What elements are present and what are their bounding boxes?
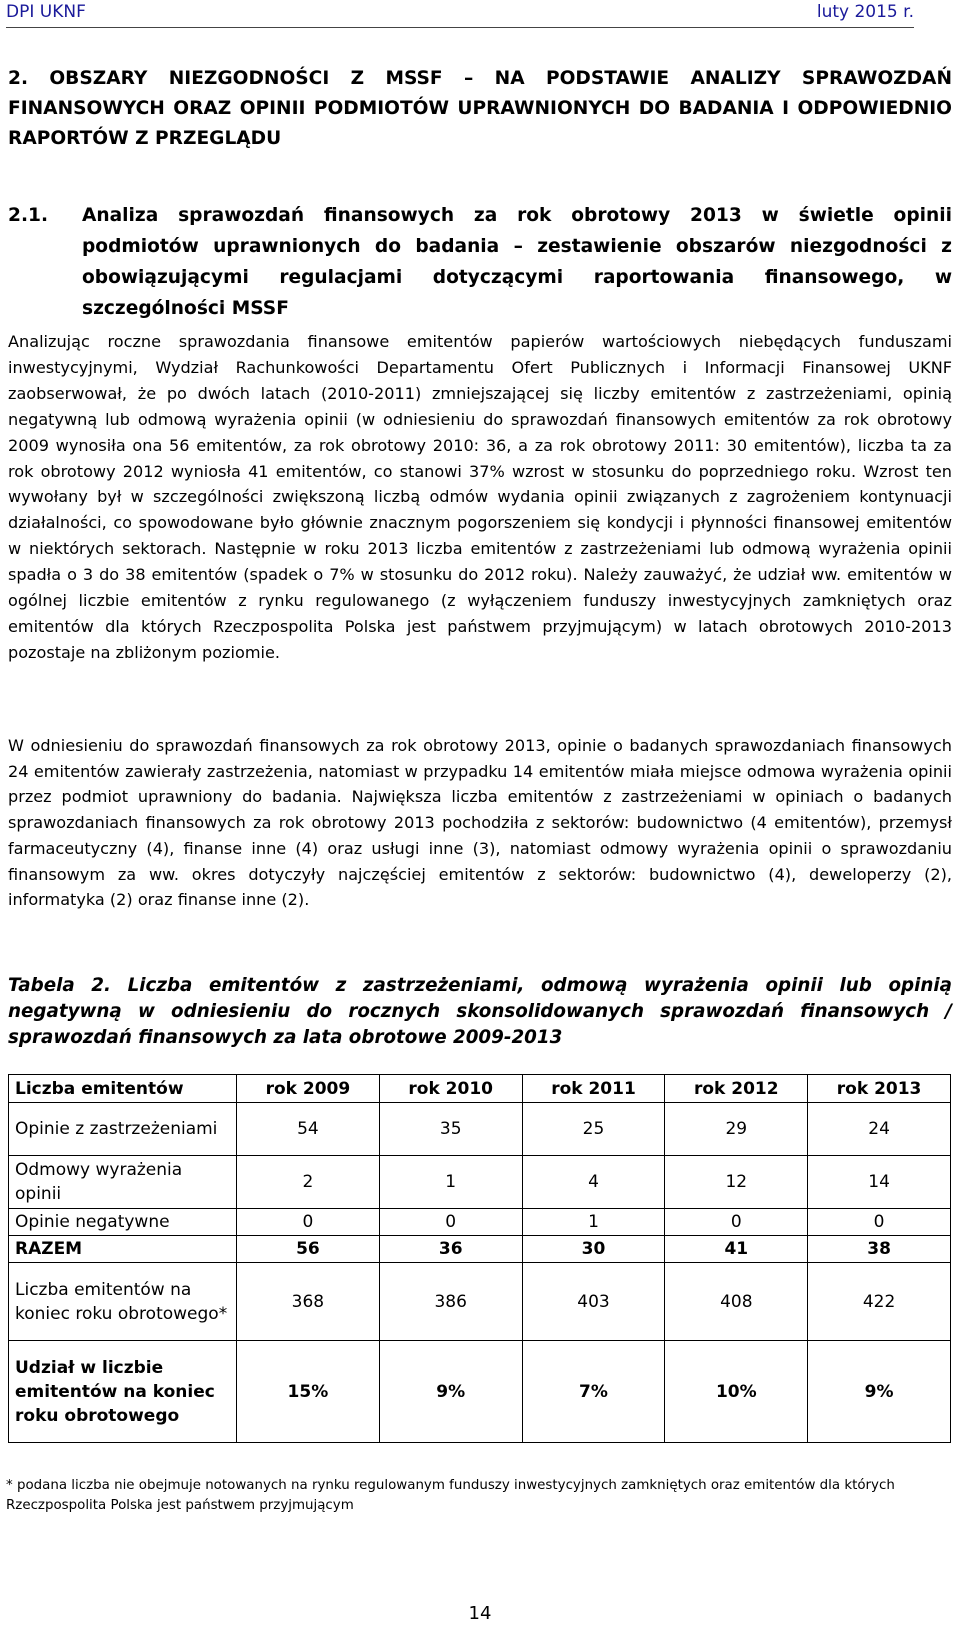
table-caption: Tabela 2. Liczba emitentów z zastrzeżeniami, odmową wyrażenia opinii lub opinią negatywną w odniesieniu do rocznych skonsolidowanych sprawozdań finansowych / sprawozdań finansowych za lata obrotowe 2009-2013 <box>8 975 952 1048</box>
table-cell: 25 <box>522 1103 665 1156</box>
section-heading: 2. OBSZARY NIEZGODNOŚCI Z MSSF – NA PODSTAWIE ANALIZY SPRAWOZDAŃ FINANSOWYCH ORAZ OPINII PODMIOTÓW UPRAWNIONYCH DO BADANIA I ODPOWIEDNIO RAPORTÓW Z PRZEGLĄDU <box>8 68 952 149</box>
table-row <box>9 1156 951 1209</box>
column-header: rok 2012 <box>665 1075 808 1103</box>
row-label: RAZEM <box>9 1236 237 1263</box>
header-organization: DPI UKNF <box>6 2 86 22</box>
table-cell: 54 <box>237 1103 380 1156</box>
table-cell: 0 <box>665 1209 808 1236</box>
row-label: Opinie z zastrzeżeniami <box>9 1103 237 1156</box>
column-header: rok 2013 <box>808 1075 951 1103</box>
table-row <box>9 1103 951 1156</box>
table-cell: 7% <box>522 1341 665 1443</box>
table-row <box>9 1209 951 1236</box>
table-cell: 38 <box>808 1236 951 1263</box>
table-cell: 368 <box>237 1263 380 1341</box>
table-cell: 14 <box>808 1156 951 1209</box>
table-row-share <box>9 1341 951 1443</box>
column-header: rok 2011 <box>522 1075 665 1103</box>
table-cell: 41 <box>665 1236 808 1263</box>
table-cell: 4 <box>522 1156 665 1209</box>
paragraph: W odniesieniu do sprawozdań finansowych za rok obrotowy 2013, opinie o badanych sprawozdaniach finansowych 24 emitentów zawierały zastrzeżenia, natomiast w przypadku 14 emitentów miała miejsce odmowa wyrażenia opinii przez podmiot uprawniony do badania. Największa liczba emitentów z zastrzeżeniami w opiniach o badanych sprawozdaniach finansowych za rok obrotowy 2013 pochodziła z sektorów: budownictwo (4 emitentów), przemysł farmaceutyczny (4), finanse inne (4) oraz usługi inne (3), natomiast odmowy wyrażenia opinii o sprawozdaniu finansowym za ww. okres dotyczyły najczęściej emitentów z sektorów: budownictwo (4), deweloperzy (2), informatyka (2) oraz finanse inne (2). <box>8 736 952 910</box>
header-date: luty 2015 r. <box>816 2 914 22</box>
column-header: rok 2010 <box>379 1075 522 1103</box>
table-row <box>9 1263 951 1341</box>
paragraph: Analizując roczne sprawozdania finansowe emitentów papierów wartościowych niebędących funduszami inwestycyjnymi, Wydział Rachunkowości Departamentu Ofert Publicznych i Informacji Finansowej UKNF zaobserwował, że po dwóch latach (2010-2011) zmniejszającej się liczby emitentów z zastrzeżeniami, opinią negatywną lub odmową wyrażenia opinii (w odniesieniu do sprawozdań finansowych emitentów za rok obrotowy 2009 wynosiła ona 56 emitentów, za rok obrotowy 2010: 36, a za rok obrotowy 2011: 30 emitentów), liczba ta za rok obrotowy 2012 wyniosła 41 emitentów, co stanowi 37% wzrost w stosunku do poprzedniego roku. Wzrost ten wywołany był w szczególności zwiększoną liczbą odmów wydania opinii związanych z zagrożeniem kontynuacji działalności, co spowodowane było głównie znacznym pogorszeniem się kondycji i płynności finansowej emitentów w niektórych sektorach. Następnie w roku 2013 liczba emitentów z zastrzeżeniami lub odmową wyrażenia opinii spadła o 3 do 38 emitentów (spadek o 7% w stosunku do 2012 roku). Należy zauważyć, że udział ww. emitentów w ogólnej liczbie emitentów z rynku regulowanego (z wyłączeniem funduszy inwestycyjnych zamkniętych oraz emitentów dla których Rzeczpospolita Polska jest państwem przyjmującym) w latach obrotowych 2010-2013 pozostaje na zbliżonym poziomie. <box>8 332 952 662</box>
table-cell: 56 <box>237 1236 380 1263</box>
page-number: 14 <box>468 1603 492 1624</box>
table-cell: 24 <box>808 1103 951 1156</box>
table-cell: 1 <box>379 1156 522 1209</box>
column-header: Liczba emitentów <box>9 1075 237 1103</box>
table-cell: 9% <box>379 1341 522 1443</box>
subsection-heading <box>8 200 952 324</box>
table-cell: 2 <box>237 1156 380 1209</box>
table-cell: 422 <box>808 1263 951 1341</box>
table-cell: 12 <box>665 1156 808 1209</box>
table-cell: 10% <box>665 1341 808 1443</box>
table-cell: 9% <box>808 1341 951 1443</box>
table-footnote: * podana liczba nie obejmuje notowanych na rynku regulowanym funduszy inwestycyjnych zamkniętych oraz emitentów dla których Rzeczpospolita Polska jest państwem przyjmującym <box>6 1478 895 1513</box>
table-cell: 386 <box>379 1263 522 1341</box>
table-cell: 0 <box>237 1209 380 1236</box>
row-label: Opinie negatywne <box>9 1209 237 1236</box>
table-cell: 35 <box>379 1103 522 1156</box>
page-header <box>6 2 914 22</box>
table-cell: 1 <box>522 1209 665 1236</box>
row-label: Liczba emitentów na koniec roku obrotowego* <box>9 1263 237 1341</box>
table-cell: 0 <box>379 1209 522 1236</box>
table-cell: 36 <box>379 1236 522 1263</box>
table-row-total <box>9 1236 951 1263</box>
table-cell: 29 <box>665 1103 808 1156</box>
row-label: Odmowy wyrażenia opinii <box>9 1156 237 1209</box>
table-cell: 408 <box>665 1263 808 1341</box>
row-label: Udział w liczbie emitentów na koniec roku obrotowego <box>9 1341 237 1443</box>
subsection-title: Analiza sprawozdań finansowych za rok obrotowy 2013 w świetle opinii podmiotów uprawnionych do badania – zestawienie obszarów niezgodności z obowiązującymi regulacjami dotyczącymi raportowania finansowego, w szczególności MSSF <box>82 205 952 319</box>
subsection-number: 2.1. <box>8 205 49 226</box>
table-cell: 15% <box>237 1341 380 1443</box>
table-cell: 0 <box>808 1209 951 1236</box>
table-cell: 30 <box>522 1236 665 1263</box>
table-header-row <box>9 1075 951 1103</box>
column-header: rok 2009 <box>237 1075 380 1103</box>
emitters-table <box>8 1074 951 1443</box>
table-cell: 403 <box>522 1263 665 1341</box>
header-divider <box>6 27 914 28</box>
